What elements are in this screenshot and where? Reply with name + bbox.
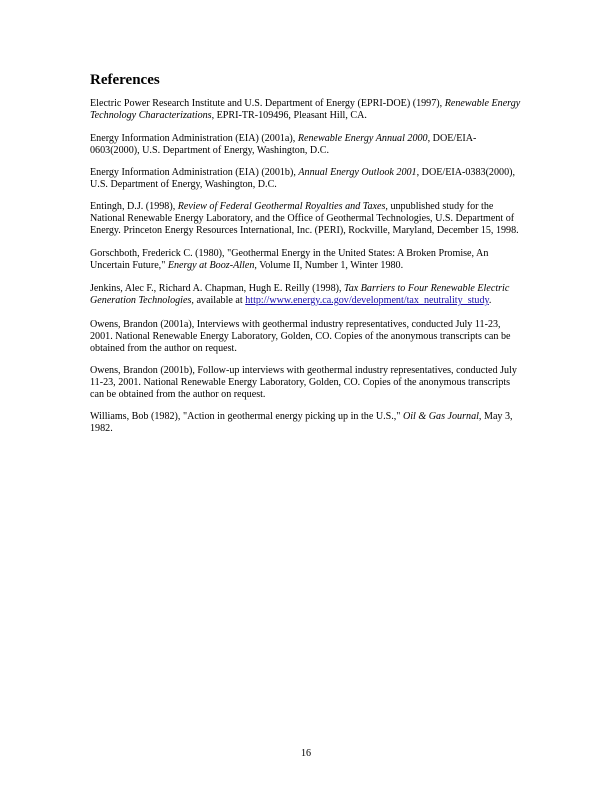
ref-title: Review of Federal Geothermal Royalties and Taxes (177, 201, 386, 212)
ref-title: Renewable Energy (444, 98, 521, 109)
ref-text: Williams, Bob (1982), "Action in geothermal energy picking up in the U.S.," (90, 411, 403, 422)
ref-text: U.S. Department of Energy, Washington, D.C. (90, 179, 277, 190)
page-number: 16 (300, 748, 312, 759)
ref-text: , DOE/EIA-0383(2000), (416, 167, 516, 178)
ref-text: 0603(2000), U.S. Department of Energy, Washington, D.C. (90, 145, 329, 156)
ref-text: Entingh, D.J. (1998), (90, 201, 178, 212)
reference-item (90, 98, 520, 122)
reference-item (90, 201, 519, 237)
ref-text: , unpublished study for the (385, 201, 494, 212)
ref-text: Uncertain Future," (90, 260, 168, 271)
ref-text: Owens, Brandon (2001b), Follow-up interviews with geothermal industry representatives, conducted July (90, 365, 517, 376)
ref-text: . (488, 295, 492, 306)
reference-item (90, 365, 517, 401)
ref-title: Oil & Gas Journal (402, 411, 479, 422)
ref-text: National Renewable Energy Laboratory, and the Office of Geothermal Technologies, U.S. Department of (90, 213, 515, 224)
reference-item (90, 133, 476, 157)
tax-neutrality-study-link[interactable]: http://www.energy.ca.gov/development/tax_neutrality_study (245, 295, 489, 306)
ref-text: 11-23, 2001. National Renewable Energy Laboratory, Golden, CO. Copies of the anonymous transcripts (90, 377, 511, 388)
ref-text: 1982. (90, 423, 113, 434)
ref-text: can be obtained from the author on request. (90, 389, 266, 400)
ref-text: Jenkins, Alec F., Richard A. Chapman, Hugh E. Reilly (1998), (90, 283, 345, 294)
ref-text: Energy Information Administration (EIA) (2001b), (90, 167, 299, 178)
ref-text: 2001. National Renewable Energy Laboratory, Golden, CO. Copies of the anonymous transcripts can be (90, 331, 511, 342)
ref-title: Technology Characterizations (90, 110, 212, 121)
ref-text: , available at (191, 295, 246, 306)
ref-title: Tax Barriers to Four Renewable Electric (344, 283, 510, 294)
reference-item (90, 248, 488, 272)
reference-item (90, 167, 515, 191)
ref-title: Renewable Energy Annual 2000 (297, 133, 428, 144)
ref-text: Owens, Brandon (2001a), Interviews with geothermal industry representatives, conducted July 11-23, (90, 319, 501, 330)
ref-text: Gorschboth, Frederick C. (1980), "Geothermal Energy in the United States: A Broken Promise, An (90, 248, 489, 259)
ref-title: Annual Energy Outlook 2001 (298, 167, 417, 178)
ref-title: Energy at Booz-Allen (167, 260, 255, 271)
ref-text: , May 3, (478, 411, 513, 422)
reference-item (90, 411, 513, 435)
ref-text: , Volume II, Number 1, Winter 1980. (254, 260, 404, 271)
ref-text: Energy Information Administration (EIA) (2001a), (90, 133, 298, 144)
reference-item (90, 319, 510, 355)
ref-text: obtained from the author on request. (90, 343, 237, 354)
reference-item (90, 283, 509, 307)
ref-text: , EPRI-TR-109496, Pleasant Hill, CA. (211, 110, 367, 121)
ref-title: Generation Technologies (90, 295, 192, 306)
ref-text: Energy. Princeton Energy Resources International, Inc. (PERI), Rockville, Maryland, December 15, 1998. (90, 225, 519, 236)
page-heading: References (90, 72, 160, 88)
ref-text: , DOE/EIA- (427, 133, 477, 144)
ref-text: Electric Power Research Institute and U.S. Department of Energy (EPRI-DOE) (1997), (90, 98, 445, 109)
